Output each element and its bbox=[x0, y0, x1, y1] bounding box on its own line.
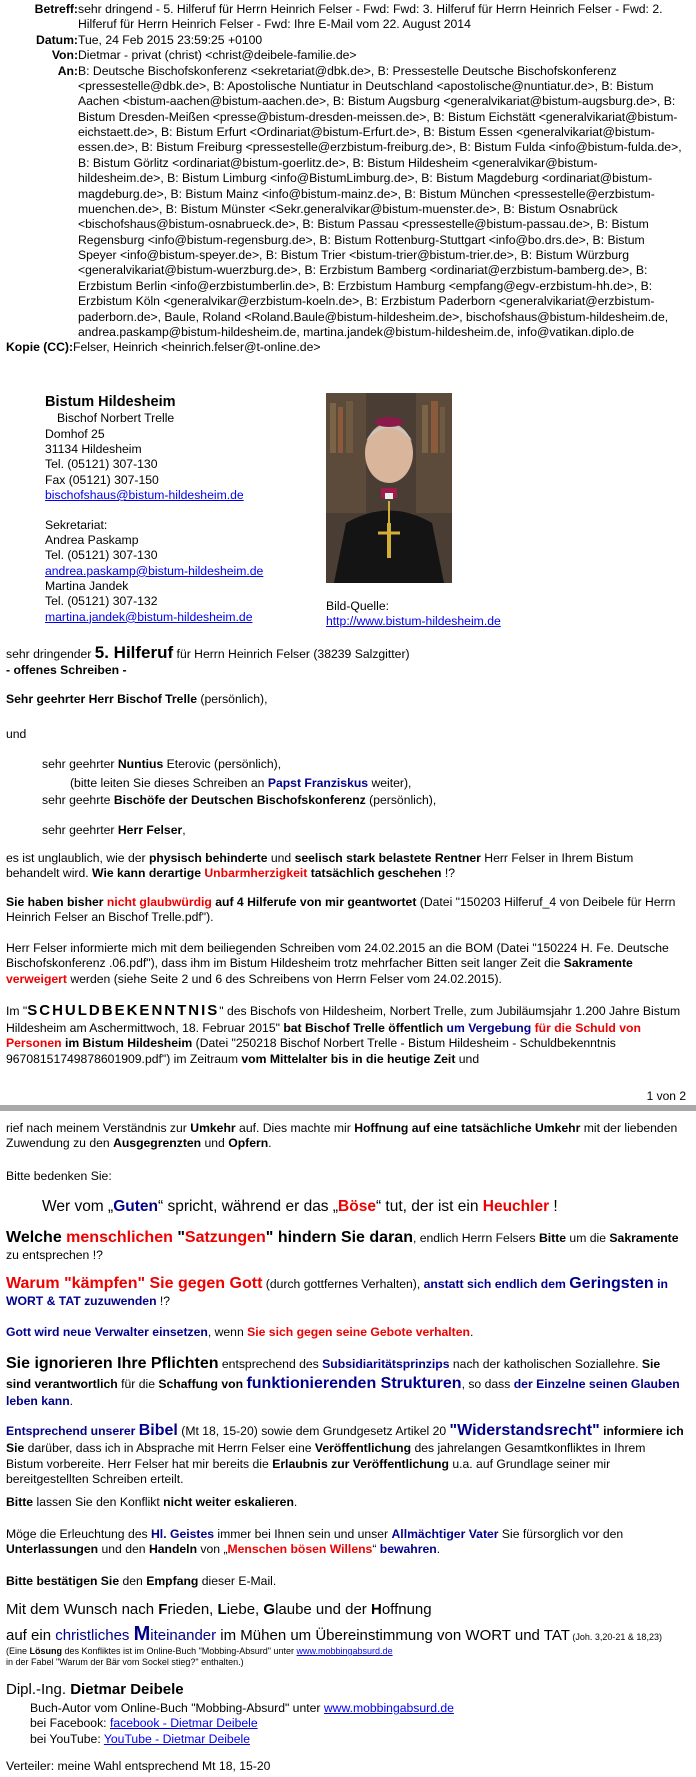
q12-c: rieden, bbox=[167, 1601, 218, 1618]
closing-note bbox=[6, 1646, 686, 1668]
q12-b: F bbox=[158, 1601, 168, 1618]
q13-a: auf ein bbox=[6, 1627, 56, 1644]
und-text: und bbox=[6, 727, 27, 741]
sec1-email-link[interactable]: andrea.paskamp@bistum-hildesheim.de bbox=[45, 563, 264, 578]
q9-a: Bitte bbox=[6, 1495, 34, 1509]
paragraph-verwalter bbox=[6, 1325, 686, 1340]
q1-c: auf. Dies machte mir bbox=[235, 1121, 355, 1135]
q13-e: im Mühen um Übereinstimmung von WORT und TAT bbox=[216, 1627, 570, 1644]
q4-d: Satzungen bbox=[184, 1229, 266, 1246]
q10-l: bewahren bbox=[379, 1542, 437, 1557]
q13-c: M bbox=[133, 1623, 151, 1645]
q12-g: laube und der bbox=[275, 1601, 371, 1618]
q14-e: in der Fabel "Warum der Bär vom Sockel stieg?" enthalten.) bbox=[6, 1656, 244, 1667]
subject-row bbox=[6, 2, 682, 33]
sal4-b: Bischöfe der Deutschen Bischofskonferenz bbox=[113, 793, 366, 807]
p2-a: Sie haben bisher bbox=[6, 895, 107, 909]
q3-a: Wer vom „ bbox=[42, 1198, 114, 1215]
bitte-bedenken: Bitte bedenken Sie: bbox=[6, 1169, 112, 1183]
paragraph-bibel bbox=[6, 1421, 686, 1487]
salutation-pope bbox=[6, 776, 686, 791]
sig-yt-link[interactable]: YouTube - Dietmar Deibele bbox=[103, 1731, 250, 1746]
p4-c: " des Bischofs von Hildesheim, Norbert Trelle, zum Jubiläumsjahr 1.200 Jahre Bistum Hildesheim am Aschermittwoch, 18. Februar 2015" bbox=[6, 1004, 681, 1035]
q9-d: . bbox=[293, 1495, 298, 1509]
paragraph-3 bbox=[6, 941, 686, 987]
paragraph-satzungen bbox=[6, 1228, 686, 1264]
q10-f: Unterlassungen bbox=[6, 1542, 99, 1557]
paragraph-2 bbox=[6, 895, 686, 926]
address-name: Bistum Hildesheim bbox=[45, 394, 176, 410]
q7-g: Schaffung von bbox=[158, 1377, 247, 1392]
sig-fb-label: bei Facebook: bbox=[30, 1716, 110, 1731]
q7-h: funktionierenden Strukturen bbox=[246, 1375, 462, 1393]
q14-link[interactable]: www.mobbingabsurd.de bbox=[296, 1646, 393, 1656]
page-2 bbox=[0, 1111, 696, 1777]
q4-f: , endlich Herrn Felsers bbox=[412, 1231, 539, 1245]
sal3-a: (bitte leiten Sie dieses Schreiben an bbox=[70, 776, 268, 790]
sig-book: Buch-Autor vom Online-Buch "Mobbing-Absurd" unter bbox=[30, 1701, 324, 1715]
p3-d: verweigert bbox=[6, 971, 67, 986]
q3-c: “ spricht, während er das „ bbox=[157, 1198, 339, 1215]
q5-f: !? bbox=[156, 1294, 171, 1309]
p3-e: werden (siehe Seite 2 und 6 des Schreibens von Herrn Felser vom 24.02.2015). bbox=[66, 971, 502, 986]
q12-f: G bbox=[263, 1601, 276, 1618]
cc-label: Kopie (CC): bbox=[6, 340, 74, 355]
q7-b: entsprechend des bbox=[218, 1357, 323, 1371]
q13-f: (Joh. 3,20-21 & 18,23) bbox=[569, 1632, 662, 1642]
q8-a: Entsprechend unserer bbox=[6, 1424, 139, 1438]
photo-caption bbox=[326, 599, 626, 630]
q10-c: immer bei Ihnen sein und unser bbox=[214, 1527, 392, 1541]
caption-label: Bild-Quelle: bbox=[326, 599, 389, 613]
p4-k: vom Mittelalter bis in die heutige Zeit bbox=[241, 1051, 456, 1066]
sig-name: Dietmar Deibele bbox=[70, 1681, 184, 1698]
intro-rest: für Herrn Heinrich Felser (38239 Salzgitter) bbox=[173, 647, 410, 661]
sal1-bold: Sehr geehrter Herr Bischof Trelle bbox=[6, 692, 198, 706]
sal2-a: sehr geehrter bbox=[42, 757, 118, 771]
sal2-c: Eterovic (persönlich), bbox=[163, 757, 282, 771]
q9-b: lassen Sie den Konflikt bbox=[33, 1495, 164, 1509]
p3-b: Sakramente bbox=[563, 956, 633, 971]
sec1-name: Andrea Paskamp bbox=[45, 532, 139, 547]
q14-c: des Konfliktes ist im Online-Buch "Mobbing-Absurd" unter bbox=[62, 1646, 297, 1656]
to-label: An: bbox=[57, 63, 78, 78]
salutation-bishop bbox=[6, 692, 686, 707]
q8-c: (Mt 18, 15-20) sowie dem Grundgesetz Artikel 20 bbox=[177, 1424, 450, 1438]
subject-value: sehr dringend - 5. Hilferuf für Herrn Heinrich Felser - Fwd: Fwd: 3. Hilferuf für Herrn Heinrich Felser - Fwd: 2. Hilferuf für Herrn Heinrich Felser - Fwd: Ihre E-Mail vom 22. August 2014 bbox=[78, 2, 663, 32]
sal4-a: sehr geehrte bbox=[42, 793, 114, 807]
sal1-rest: (persönlich), bbox=[197, 692, 268, 706]
closing-miteinander bbox=[6, 1622, 686, 1647]
from-label: Von: bbox=[51, 48, 78, 63]
sal5-b: Herr Felser bbox=[117, 823, 183, 837]
q8-j: u.a. auf Grundlage seiner mir bereitgestellten Schreiben erteilt. bbox=[6, 1456, 611, 1486]
paragraph-4 bbox=[6, 1002, 686, 1067]
q10-i: von „ bbox=[197, 1542, 228, 1557]
p1-a: es ist unglaublich, wie der bbox=[6, 851, 149, 865]
sal4-c: (persönlich), bbox=[365, 793, 437, 807]
q3-e: “ tut, der ist ein bbox=[375, 1198, 483, 1215]
q4-c: " bbox=[172, 1229, 185, 1246]
q7-j: der Einzelne seinen Glauben leben kann bbox=[6, 1377, 680, 1409]
signature-name bbox=[6, 1681, 686, 1700]
caption-link[interactable]: http://www.bistum-hildesheim.de bbox=[326, 614, 501, 629]
q12-i: offnung bbox=[381, 1601, 432, 1618]
q3-b: Guten bbox=[113, 1198, 158, 1215]
paragraph-pflichten bbox=[6, 1354, 686, 1410]
sec2-tel: Tel. (05121) 307-132 bbox=[45, 594, 158, 609]
q11-c: Empfang bbox=[146, 1574, 199, 1588]
q3-f: Heuchler bbox=[482, 1198, 550, 1215]
q5-c: anstatt sich endlich dem bbox=[423, 1277, 570, 1291]
q4-g: Bitte bbox=[538, 1231, 567, 1245]
q8-e: informiere ich Sie bbox=[6, 1424, 684, 1456]
q13-b: christliches bbox=[55, 1627, 134, 1644]
q1-e: mit der liebenden Zuwendung zu den bbox=[6, 1121, 678, 1151]
q12-d: L bbox=[217, 1601, 227, 1618]
sal3-b: Papst Franziskus bbox=[267, 776, 369, 790]
address-fax: Fax (05121) 307-150 bbox=[45, 472, 159, 487]
p1-c: und bbox=[267, 851, 295, 865]
p2-b: nicht glaubwürdig bbox=[106, 895, 212, 909]
q8-h: des jahrelangen Gesamtkonfliktes in Ihrem Bistum vorbereite. Herr Felser hat mir bereits die bbox=[6, 1441, 646, 1471]
signature-details bbox=[6, 1701, 686, 1747]
q14-a: (Eine bbox=[6, 1646, 30, 1656]
q11-b: den bbox=[119, 1574, 147, 1588]
paragraph-5 bbox=[6, 1121, 686, 1152]
q7-d: nach der katholischen Soziallehre. bbox=[449, 1357, 642, 1371]
p4-j: (Datei "250218 Bischof Norbert Trelle - Bistum Hildesheim - Schuldbekenntnis 96708151749878601909.pdf") im Zeitraum bbox=[6, 1036, 616, 1066]
q5-d: Geringsten bbox=[569, 1275, 654, 1292]
q4-e: " hindern Sie daran bbox=[265, 1229, 413, 1246]
address-street: Domhof 25 bbox=[45, 426, 105, 441]
sig-title: Dipl.-Ing. bbox=[6, 1681, 71, 1698]
q6-d: . bbox=[469, 1325, 474, 1339]
q10-a: Möge die Erleuchtung des bbox=[6, 1527, 151, 1541]
from-row bbox=[6, 48, 682, 63]
q1-d: Hoffnung auf eine tatsächliche Umkehr bbox=[354, 1121, 581, 1135]
address-tel: Tel. (05121) 307-130 bbox=[45, 457, 158, 472]
paragraph-bestaetigen bbox=[6, 1574, 686, 1589]
address-city: 31134 Hildesheim bbox=[45, 442, 142, 457]
address-bishop: Bischof Norbert Trelle bbox=[57, 411, 175, 426]
q12-e: iebe, bbox=[226, 1601, 264, 1618]
to-row bbox=[6, 64, 682, 341]
q4-j: zu entsprechen !? bbox=[6, 1248, 103, 1263]
sig-book-link[interactable]: www.mobbingabsurd.de bbox=[323, 1701, 454, 1715]
q8-i: Erlaubnis zur Veröffentlichung bbox=[272, 1456, 449, 1471]
intro-text: sehr dringender bbox=[6, 647, 95, 661]
q4-a: Welche bbox=[6, 1229, 67, 1246]
q10-j: Menschen bösen Willens bbox=[227, 1542, 373, 1557]
salutation-bishops bbox=[6, 793, 686, 808]
date-row bbox=[6, 33, 682, 48]
q10-e: Sie fürsorglich vor den bbox=[498, 1527, 624, 1541]
p4-b: SCHULDBEKENNTNIS bbox=[27, 1002, 220, 1019]
q3-g: ! bbox=[549, 1198, 558, 1215]
q4-b: menschlichen bbox=[66, 1229, 173, 1246]
page-number: 1 von 2 bbox=[646, 1089, 686, 1103]
q6-a: Gott wird neue Verwalter einsetzen bbox=[6, 1325, 208, 1339]
paragraph-kaempfen bbox=[6, 1274, 686, 1310]
q6-b: , wenn bbox=[207, 1325, 248, 1339]
sec2-email-link[interactable]: martina.jandek@bistum-hildesheim.de bbox=[45, 609, 253, 624]
subject-label: Betreff: bbox=[34, 2, 78, 16]
q10-g: und den bbox=[98, 1542, 149, 1557]
p4-e: um Vergebung bbox=[446, 1020, 532, 1035]
q1-i: . bbox=[268, 1136, 272, 1151]
letter-intro bbox=[6, 642, 686, 679]
q14-b: Lösung bbox=[29, 1646, 63, 1656]
q8-d: "Widerstandsrecht" bbox=[449, 1422, 600, 1439]
p1-f: Wie kann derartige bbox=[92, 866, 205, 881]
address-email-link[interactable]: bischofshaus@bistum-hildesheim.de bbox=[45, 488, 244, 503]
p1-d: seelisch stark belastete Rentner bbox=[294, 851, 481, 865]
open-letter-label: - offenes Schreiben - bbox=[6, 663, 127, 678]
q13-d: iteinander bbox=[150, 1627, 217, 1644]
q3-d: Böse bbox=[338, 1198, 376, 1215]
q8-f: darüber, dass ich in Absprache mit Herrn Felser eine bbox=[24, 1441, 315, 1456]
sal5-a: sehr geehrter bbox=[42, 823, 118, 837]
q4-i: Sakramente bbox=[609, 1231, 679, 1245]
p2-c: auf 4 Hilferufe von mir geantwortet bbox=[211, 895, 417, 909]
quote-heuchler bbox=[6, 1197, 686, 1217]
q7-c: Subsidiaritätsprinzips bbox=[322, 1357, 450, 1371]
q7-k: . bbox=[69, 1394, 74, 1409]
salutation-felser bbox=[6, 823, 686, 838]
p2-d: (Datei "150203 Hilferuf_4 von Deibele für Herrn Heinrich Felser an Bischof Trelle.pdf"). bbox=[6, 895, 676, 925]
p1-i: !? bbox=[441, 866, 456, 881]
q1-h: Opfern bbox=[228, 1136, 269, 1151]
paragraph-eskalieren bbox=[6, 1495, 686, 1510]
sig-fb-link[interactable]: facebook - Dietmar Deibele bbox=[109, 1716, 258, 1731]
sec1-tel: Tel. (05121) 307-130 bbox=[45, 548, 158, 563]
q7-f: für die bbox=[117, 1377, 159, 1392]
to-value: B: Deutsche Bischofskonferenz <sekretariat@dbk.de>, B: Pressestelle Deutsche Bischofskonferenz <pressestelle@dbk.de>, B: Apostolische Nuntiatur in Deutschland <apostolische@nuntiatur.de>, B: Bistum Aachen <bistum-aachen@bistum-aachen.de>, B: Bistum Augsburg <generalvikariat@bistum-augsburg.de>, B: Bistum Dresden-Meißen <presse@bistum-dresden-meissen.de>, B: Bistum Eichstätt <generalvikariat@bistum-eichstaett.de>, B: Bistum Erfurt <Ordinariat@bistum-Erfurt.de>, B: Bistum Essen <generalvikariat@bistum-essen.de>, B: Bistum Freiburg <pressestelle@erzbistum-freiburg.de>, B: Bistum Fulda <info@bistum-fulda.de>, B: Bistum Görlitz <ordinariat@bistum-goerlitz.de>, B: Bistum Hildesheim <generalvikar@bistum-hildesheim.de>, B: Bistum Limburg <info@BistumLimburg.de>, B: Bistum Magdeburg <ordinariat@bistum-magdeburg.de>, B: Bistum Mainz <info@bistum-mainz.de>, B: Bistum München <pressestelle@erzbistum-muenchen.de>, B: Bistum Münster <Sekr.generalvikar@bistum-muenster.de>, B: Bistum Osnabrück <bischofshaus@bistum-osnabrueck.de>, B: Bistum Passau <pressestelle@bistum-passau.de>, B: Bistum Regensburg <info@bistum-regensburg.de>, B: Bistum Rottenburg-Stuttgart <info@bo.drs.de>, B: Bistum Speyer <info@bistum-speyer.de>, B: Bistum Trier <bistum-trier@bistum-trier.de>, B: Bistum Würzburg <generalvikariat@bistum-wuerzburg.de>, B: Erzbistum Bamberg <ordinariat@erzbistum-bamberg.de>, B: Erzbistum Berlin <info@erzbistumberlin.de>, B: Erzbistum Hamburg <empfang@egv-erzbistum-hh.de>, B: Erzbistum Köln <generalvikar@erzbistum-koeln.de>, B: Erzbistum Paderborn <generalvikariat@erzbistum-paderborn.de>, Baule, Roland <Roland.Baule@bistum-hildesheim.de>, bischofshaus@bistum-hildesheim.de, andrea.paskamp@bistum-hildesheim.de, martina.jandek@bistum-hildesheim.de, info@vatikan.diplo.de bbox=[78, 63, 682, 339]
q1-f: Ausgegrenzten bbox=[113, 1136, 202, 1151]
cc-row bbox=[6, 340, 682, 355]
q12-h: H bbox=[370, 1601, 382, 1618]
p1-h: tatsächlich geschehen bbox=[307, 866, 442, 881]
q10-h: Handeln bbox=[148, 1542, 198, 1557]
q9-c: nicht weiter eskalieren bbox=[163, 1495, 294, 1509]
p4-g: für die Schuld von Personen bbox=[6, 1020, 641, 1051]
cc-value: Felser, Heinrich <heinrich.felser@t-online.de> bbox=[73, 340, 321, 355]
salutation-nuntius bbox=[6, 757, 686, 772]
bishop-photo bbox=[326, 393, 452, 583]
sal2-b: Nuntius bbox=[117, 757, 164, 771]
q5-b: (durch gottfernes Verhalten), bbox=[262, 1277, 424, 1291]
sal3-c: weiter), bbox=[368, 776, 412, 790]
sig-yt-label: bei YouTube: bbox=[30, 1731, 104, 1746]
p4-d: bat Bischof Trelle öffentlich bbox=[283, 1020, 447, 1035]
q4-h: um die bbox=[566, 1231, 610, 1245]
q7-a: Sie ignorieren Ihre Pflichten bbox=[6, 1355, 219, 1372]
sal5-c: , bbox=[182, 823, 186, 837]
bishop-portrait-image bbox=[326, 393, 452, 583]
closing-wish bbox=[6, 1601, 686, 1620]
q10-d: Allmächtiger Vater bbox=[391, 1527, 499, 1541]
q12-a: Mit dem Wunsch nach bbox=[6, 1601, 159, 1618]
q8-b: Bibel bbox=[138, 1422, 178, 1439]
q10-m: . bbox=[436, 1542, 441, 1557]
p1-g: Unbarmherzigkeit bbox=[204, 866, 308, 881]
paragraph-1 bbox=[6, 851, 686, 882]
p3-a: Herr Felser informierte mich mit dem beiliegenden Schreiben vom 24.02.2015 an die BOM (Datei "150224 H. Fe. Deutsche Bischofskonferenz .06.pdf"), dass ihm im Bistum Hildesheim trotz mehrfacher Bitten seit langer Zeit die bbox=[6, 941, 669, 971]
q1-b: Umkehr bbox=[190, 1121, 236, 1135]
bishop-address bbox=[45, 393, 295, 625]
q6-c: Sie sich gegen seine Gebote verhalten bbox=[247, 1325, 470, 1339]
q11-d: dieser E-Mail. bbox=[198, 1574, 277, 1588]
q10-k: “ bbox=[372, 1542, 380, 1557]
date-label: Datum: bbox=[36, 32, 78, 47]
secretariat-label: Sekretariat: bbox=[45, 517, 108, 532]
q1-a: rief nach meinem Verständnis zur bbox=[6, 1121, 191, 1135]
distribution-note: Verteiler: meine Wahl entsprechend Mt 18, 15-20 bbox=[6, 1759, 271, 1773]
p4-i: im Bistum Hildesheim bbox=[64, 1036, 193, 1051]
q7-i: , so dass bbox=[461, 1377, 514, 1392]
from-value: Dietmar - privat (christ) <christ@deibele-familie.de> bbox=[78, 48, 357, 63]
q11-a: Bitte bestätigen Sie bbox=[6, 1574, 120, 1588]
q8-g: Veröffentlichung bbox=[314, 1441, 412, 1456]
p1-b: physisch behinderte bbox=[148, 851, 268, 865]
p4-a: Im " bbox=[6, 1004, 28, 1018]
p1-e: Herr Felser in Ihrem Bistum behandelt wird. bbox=[6, 851, 634, 881]
date-value: Tue, 24 Feb 2015 23:59:25 +0100 bbox=[78, 32, 263, 47]
email-header bbox=[6, 2, 682, 356]
q5-a: Warum "kämpfen" Sie gegen Gott bbox=[6, 1275, 263, 1292]
sec2-name: Martina Jandek bbox=[45, 579, 129, 594]
intro-number: 5. Hilferuf bbox=[94, 643, 174, 662]
paragraph-erleuchtung bbox=[6, 1527, 686, 1558]
q10-b: Hl. Geistes bbox=[151, 1527, 214, 1541]
p4-l: und bbox=[455, 1051, 480, 1066]
q7-e: Sie sind verantwortlich bbox=[6, 1357, 661, 1392]
q5-e: in WORT & TAT zuzuwenden bbox=[6, 1277, 668, 1309]
q1-g: und bbox=[201, 1136, 229, 1151]
